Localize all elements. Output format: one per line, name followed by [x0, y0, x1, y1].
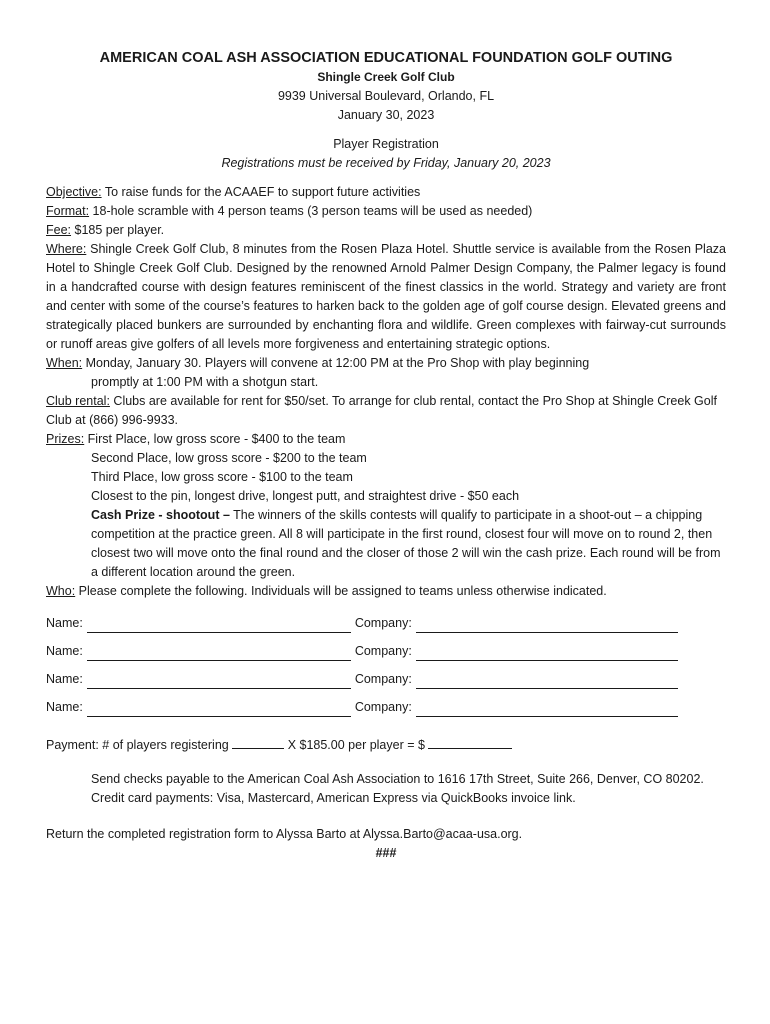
- prizes-label: Prizes:: [46, 432, 85, 446]
- player-entry-rows: [46, 605, 726, 717]
- fee-label: Fee:: [46, 223, 72, 237]
- player-row: [46, 633, 726, 661]
- when-text: Monday, January 30. Players will convene at 12:00 PM at the Pro Shop with play beginning: [82, 356, 590, 370]
- company-label: Company:: [354, 644, 412, 658]
- form-title: Player Registration: [333, 137, 439, 151]
- when-line-continued: promptly at 1:00 PM with a shotgun start.: [91, 375, 319, 389]
- return-instructions: Return the completed registration form to Alyssa Barto at Alyssa.Barto@acaa-usa.org.: [46, 827, 523, 841]
- cash-prize-paragraph: [46, 506, 726, 582]
- prize-skills: Closest to the pin, longest drive, longest putt, and straightest drive - $50 each: [91, 489, 520, 503]
- name-label: Name:: [46, 672, 83, 686]
- venue-name: Shingle Creek Golf Club: [317, 70, 455, 84]
- company-label: Company:: [354, 672, 412, 686]
- company-field[interactable]: [416, 646, 678, 661]
- name-label: Name:: [46, 644, 83, 658]
- end-mark: ###: [375, 846, 397, 860]
- where-paragraph: [46, 240, 726, 354]
- document-title: AMERICAN COAL ASH ASSOCIATION EDUCATIONAL FOUNDATION GOLF OUTING: [99, 50, 673, 66]
- where-text: Shingle Creek Golf Club, 8 minutes from the Rosen Plaza Hotel. Shuttle service is available from the Rosen Plaza Hotel to Shingle Creek Golf Club. Designed by the renowned Arnold Palmer Design Company, the Palmer legacy is found in a handcrafted course with design features reminiscent of the finest classics in the world. Strategy and variety are front and center with some of the course’s features to harken back to the golden age of golf course design. Elevated greens and strategically placed bunkers are surrounded by enchanting flora and wildlife. Green complexes with fairway-cut surrounds or runoff areas give golfers of all levels more forgiveness and entertaining strategic options.: [46, 242, 726, 351]
- company-field[interactable]: [416, 702, 678, 717]
- name-field[interactable]: [87, 702, 351, 717]
- who-line: [46, 582, 726, 601]
- format-line: [46, 202, 726, 221]
- event-date: January 30, 2023: [337, 108, 435, 122]
- company-label: Company:: [354, 700, 412, 714]
- company-field[interactable]: [416, 618, 678, 633]
- company-field[interactable]: [416, 674, 678, 689]
- company-label: Company:: [354, 616, 412, 630]
- club-rental-paragraph: [46, 392, 726, 430]
- who-text: Please complete the following. Individuals will be assigned to teams unless otherwise indicated.: [75, 584, 607, 598]
- prize-third: Third Place, low gross score - $100 to the team: [91, 470, 353, 484]
- cash-prize-text: The winners of the skills contests will qualify to participate in a shoot-out – a chipping competition at the practice green. All 8 will participate in the first round, closest four will move on to round 2, then closest two will move onto the final round and the closer of those 2 will win the cash prize. Each round will be from a different location around the green.: [91, 508, 721, 579]
- credit-card-instructions: Credit card payments: Visa, Mastercard, American Express via QuickBooks invoice link.: [91, 791, 576, 805]
- objective-line: [46, 183, 726, 202]
- when-line: [46, 354, 726, 373]
- name-label: Name:: [46, 700, 83, 714]
- payment-middle: X $185.00 per player = $: [284, 738, 429, 752]
- format-text: 18-hole scramble with 4 person teams (3 person teams will be used as needed): [89, 204, 533, 218]
- payment-line: [46, 735, 726, 755]
- format-label: Format:: [46, 204, 90, 218]
- objective-label: Objective:: [46, 185, 102, 199]
- prizes-line: [46, 430, 726, 449]
- player-count-field[interactable]: [232, 735, 284, 749]
- name-field[interactable]: [87, 618, 351, 633]
- club-rental-label: Club rental:: [46, 394, 110, 408]
- registration-form-page: [46, 48, 726, 863]
- payment-total-field[interactable]: [428, 735, 512, 749]
- player-row: [46, 661, 726, 689]
- prize-second: Second Place, low gross score - $200 to the team: [91, 451, 367, 465]
- check-instructions: Send checks payable to the American Coal Ash Association to 1616 17th Street, Suite 266, Denver, CO 80202.: [91, 772, 704, 786]
- registration-deadline: Registrations must be received by Friday, January 20, 2023: [221, 156, 551, 170]
- prize-first: First Place, low gross score - $400 to the team: [84, 432, 346, 446]
- when-label: When:: [46, 356, 83, 370]
- objective-text: To raise funds for the ACAAEF to support future activities: [101, 185, 421, 199]
- name-field[interactable]: [87, 646, 351, 661]
- name-label: Name:: [46, 616, 83, 630]
- fee-text: $185 per player.: [71, 223, 165, 237]
- header: [46, 48, 726, 173]
- name-field[interactable]: [87, 674, 351, 689]
- player-row: [46, 689, 726, 717]
- club-rental-text: Clubs are available for rent for $50/set. To arrange for club rental, contact the Pro Shop at Shingle Creek Golf Club at (866) 996-9933.: [46, 394, 717, 427]
- cash-prize-label: Cash Prize - shootout –: [91, 508, 230, 522]
- fee-line: [46, 221, 726, 240]
- payment-prefix: Payment: # of players registering: [46, 738, 229, 752]
- where-label: Where:: [46, 242, 87, 256]
- venue-address: 9939 Universal Boulevard, Orlando, FL: [277, 89, 495, 103]
- player-row: [46, 605, 726, 633]
- who-label: Who:: [46, 584, 76, 598]
